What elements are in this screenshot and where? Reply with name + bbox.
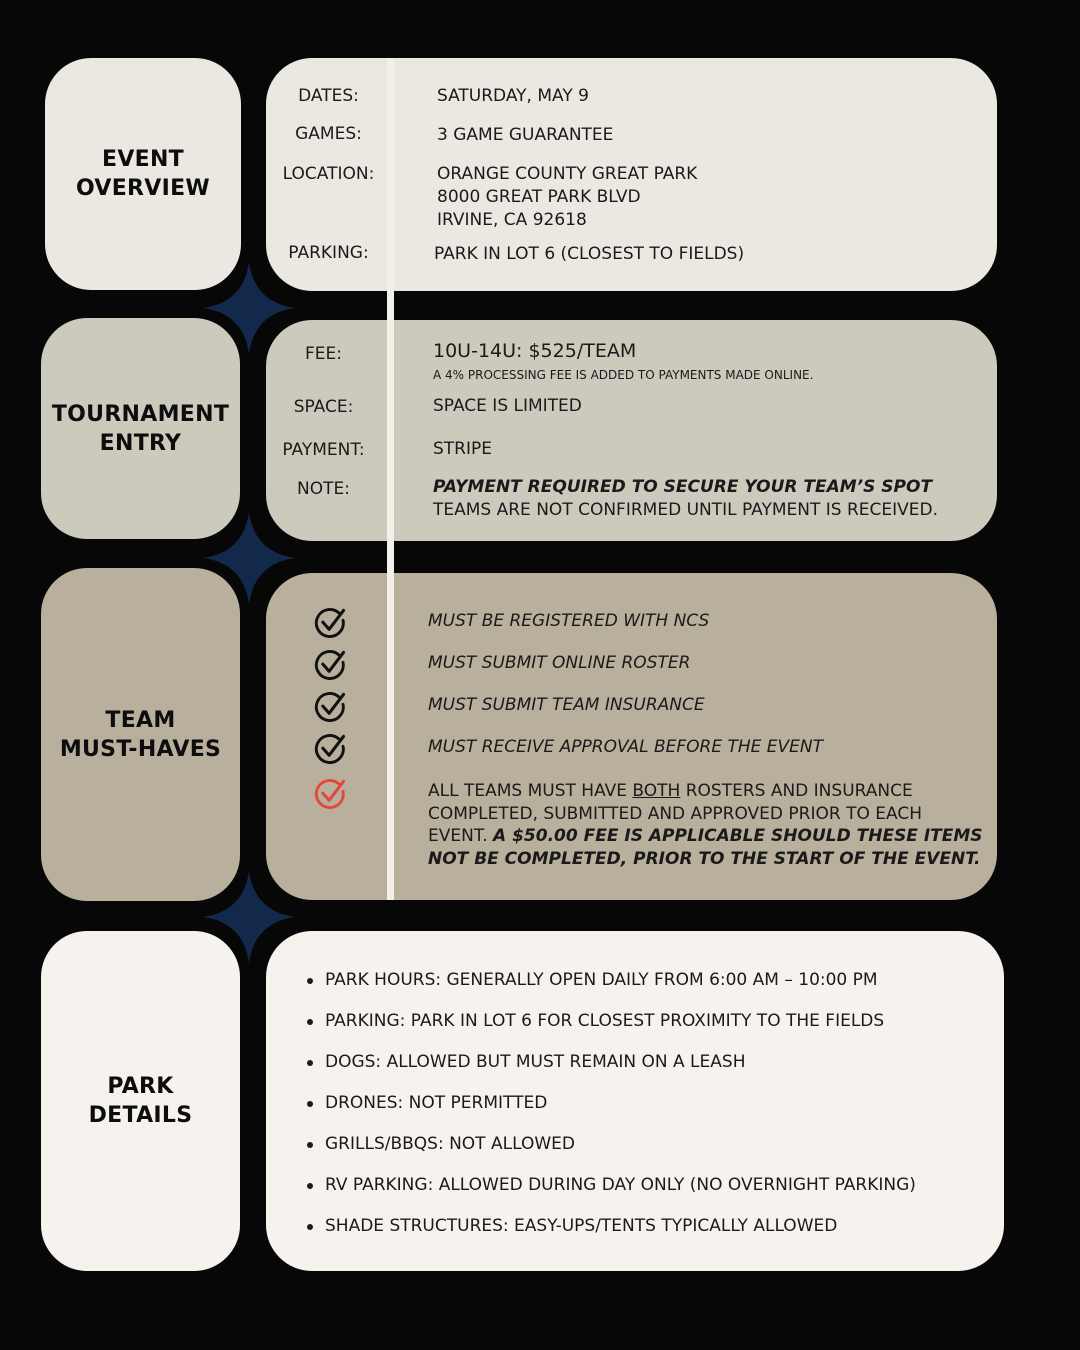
location-city: IRVINE, CA 92618 [437, 210, 587, 230]
event-overview-title-card [45, 58, 241, 290]
park-detail-item: RV PARKING: ALLOWED DURING DAY ONLY (NO OVERNIGHT PARKING) [305, 1170, 916, 1211]
fee-value: 10U-14U: $525/TEAM [433, 340, 637, 362]
tournament-entry-card [266, 320, 997, 541]
park-details-list [305, 965, 916, 1252]
both-underlined: BOTH [632, 781, 681, 801]
parking-label: PARKING: [288, 243, 369, 263]
check-circle-icon [312, 605, 348, 641]
note-label: NOTE: [297, 479, 350, 499]
event-overview-title: EVENT OVERVIEW [75, 147, 210, 201]
games-value: 3 GAME GUARANTEE [437, 125, 614, 145]
location-value [437, 163, 697, 232]
space-value: SPACE IS LIMITED [433, 396, 582, 416]
dates-value: SATURDAY, MAY 9 [437, 86, 589, 106]
note-text: TEAMS ARE NOT CONFIRMED UNTIL PAYMENT IS RECEIVED. [433, 500, 939, 520]
note-bold: PAYMENT REQUIRED TO SECURE YOUR TEAM’S SPOT [433, 477, 933, 497]
must-have-warning: ALL TEAMS MUST HAVE BOTH ROSTERS AND INSURANCE COMPLETED, SUBMITTED AND APPROVED PRIOR TO EACH EVENT. A $50.00 FEE IS APPLICABLE SHOULD THESE ITEMS NOT BE COMPLETED, PRIOR TO THE START OF THE EVENT. [428, 781, 983, 869]
fee-label: FEE: [305, 344, 342, 364]
must-have-item: MUST SUBMIT TEAM INSURANCE [428, 695, 705, 715]
must-have-item: MUST SUBMIT ONLINE ROSTER [428, 653, 691, 673]
team-must-haves-title-card [41, 568, 240, 901]
park-detail-item: GRILLS/BBQS: NOT ALLOWED [305, 1129, 916, 1170]
games-label: GAMES: [295, 124, 362, 144]
location-street: 8000 GREAT PARK BLVD [437, 187, 641, 207]
note-value [433, 476, 938, 522]
vertical-divider [387, 58, 394, 900]
location-name: ORANGE COUNTY GREAT PARK [437, 164, 698, 184]
location-label: LOCATION: [282, 164, 375, 184]
check-circle-icon [312, 731, 348, 767]
tournament-entry-title: TOURNAMENT ENTRY [51, 401, 230, 456]
payment-value: STRIPE [433, 439, 492, 459]
park-detail-item: SHADE STRUCTURES: EASY-UPS/TENTS TYPICALLY ALLOWED [305, 1211, 916, 1252]
park-detail-item: DRONES: NOT PERMITTED [305, 1088, 916, 1129]
check-circle-icon [312, 647, 348, 683]
park-detail-item: DOGS: ALLOWED BUT MUST REMAIN ON A LEASH [305, 1047, 916, 1088]
park-detail-item: PARK HOURS: GENERALLY OPEN DAILY FROM 6:00 AM – 10:00 PM [305, 965, 916, 1006]
tournament-entry-title-card [41, 318, 240, 539]
check-circle-red-icon [312, 776, 348, 812]
payment-label: PAYMENT: [282, 440, 365, 460]
team-must-haves-title: TEAM MUST-HAVES [59, 707, 222, 762]
dates-label: DATES: [298, 86, 359, 106]
fee-note: A 4% PROCESSING FEE IS ADDED TO PAYMENTS MADE ONLINE. [433, 368, 814, 382]
space-label: SPACE: [293, 397, 354, 417]
must-have-item: MUST BE REGISTERED WITH NCS [428, 611, 710, 631]
parking-value: PARK IN LOT 6 (CLOSEST TO FIELDS) [434, 244, 745, 264]
park-details-title: PARK DETAILS [88, 1074, 193, 1128]
check-circle-icon [312, 689, 348, 725]
park-detail-item: PARKING: PARK IN LOT 6 FOR CLOSEST PROXIMITY TO THE FIELDS [305, 1006, 916, 1047]
must-have-item: MUST RECEIVE APPROVAL BEFORE THE EVENT [428, 737, 823, 757]
team-must-haves-card [266, 573, 997, 900]
park-details-title-card [41, 931, 240, 1271]
event-overview-card [266, 58, 997, 291]
